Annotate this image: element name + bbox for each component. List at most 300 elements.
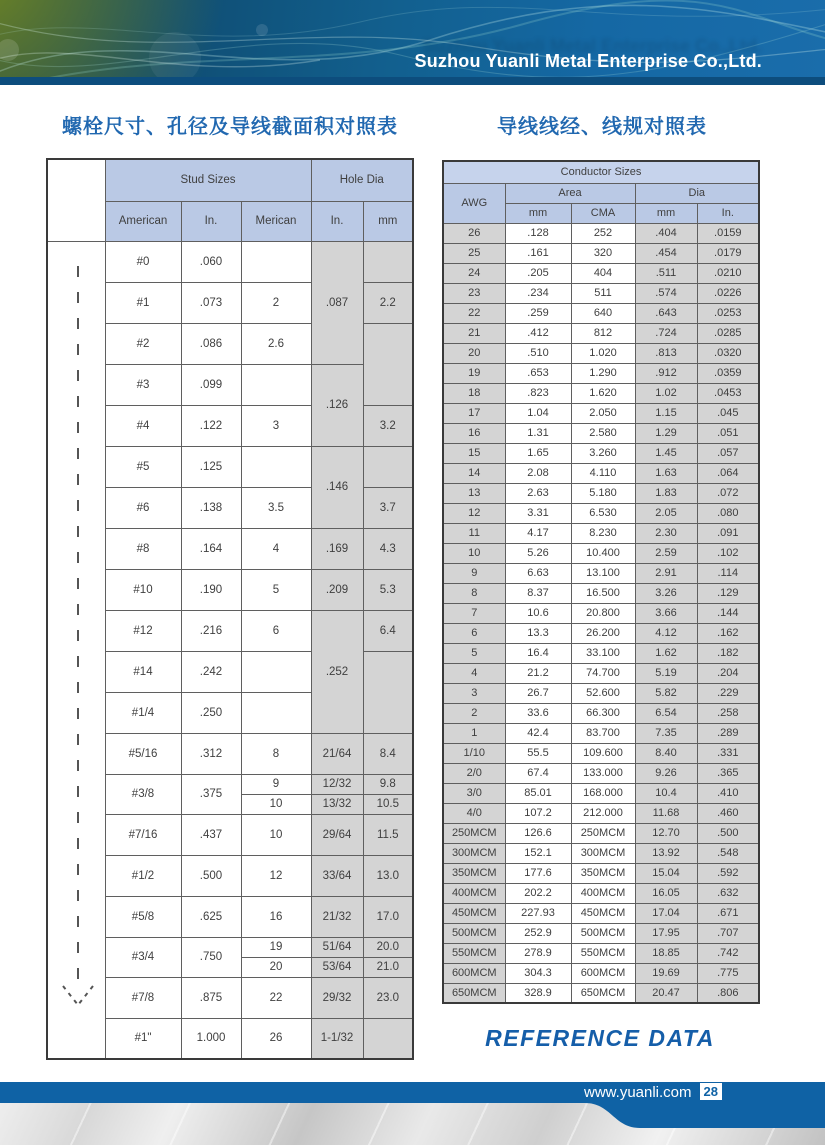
table-cell: 8 bbox=[241, 733, 311, 774]
table-cell: 11 bbox=[443, 523, 505, 543]
column-header-merican: Merican bbox=[241, 201, 311, 241]
table-cell: 10 bbox=[241, 814, 311, 855]
table-row bbox=[443, 263, 759, 283]
table-cell: 17.04 bbox=[635, 903, 697, 923]
table-cell: 2.2 bbox=[363, 282, 413, 323]
table-cell: .912 bbox=[635, 363, 697, 383]
table-row bbox=[443, 603, 759, 623]
table-cell: 26.200 bbox=[571, 623, 635, 643]
table-cell: 400MCM bbox=[443, 883, 505, 903]
table-cell: .0285 bbox=[697, 323, 759, 343]
table-cell: 20 bbox=[443, 343, 505, 363]
table-row bbox=[443, 503, 759, 523]
table-cell: 10.6 bbox=[505, 603, 571, 623]
table-cell bbox=[363, 241, 413, 282]
table-cell: 304.3 bbox=[505, 963, 571, 983]
table-cell: .099 bbox=[181, 364, 241, 405]
stud-table-body bbox=[47, 241, 413, 1059]
table-cell: 4.17 bbox=[505, 523, 571, 543]
table-cell: 12.70 bbox=[635, 823, 697, 843]
table-cell: .146 bbox=[311, 446, 363, 528]
table-cell: 17.95 bbox=[635, 923, 697, 943]
table-cell: 1.15 bbox=[635, 403, 697, 423]
table-cell: 52.600 bbox=[571, 683, 635, 703]
table-cell: 8.40 bbox=[635, 743, 697, 763]
table-cell: 1.83 bbox=[635, 483, 697, 503]
table-cell: .064 bbox=[697, 463, 759, 483]
table-cell: 1.63 bbox=[635, 463, 697, 483]
table-cell: 126.6 bbox=[505, 823, 571, 843]
table-cell: 21 bbox=[443, 323, 505, 343]
table-cell: 26 bbox=[443, 223, 505, 243]
table-row bbox=[443, 483, 759, 503]
table-row bbox=[443, 583, 759, 603]
table-cell: .051 bbox=[697, 423, 759, 443]
table-cell: #5 bbox=[105, 446, 181, 487]
table-row bbox=[443, 383, 759, 403]
company-name-ghost: Suzhou Yuanli Metal Enterprise Co.,Ltd. bbox=[422, 36, 762, 56]
table-cell: 168.000 bbox=[571, 783, 635, 803]
column-header-awg: AWG bbox=[443, 183, 505, 223]
table-cell: 1.45 bbox=[635, 443, 697, 463]
table-cell bbox=[363, 323, 413, 405]
table-cell bbox=[241, 446, 311, 487]
table-cell: .312 bbox=[181, 733, 241, 774]
table-cell: 19 bbox=[241, 937, 311, 957]
table-cell: .161 bbox=[505, 243, 571, 263]
table-cell: 812 bbox=[571, 323, 635, 343]
table-cell: .169 bbox=[311, 528, 363, 569]
table-cell: 1.290 bbox=[571, 363, 635, 383]
table-cell: 20.47 bbox=[635, 983, 697, 1003]
table-cell: 26 bbox=[241, 1018, 311, 1059]
table-cell: .091 bbox=[697, 523, 759, 543]
table-row bbox=[443, 523, 759, 543]
stud-hole-table-wrap bbox=[46, 158, 414, 1060]
table-cell: 12 bbox=[443, 503, 505, 523]
table-cell: 83.700 bbox=[571, 723, 635, 743]
table-cell: 6.4 bbox=[363, 610, 413, 651]
table-cell: #8 bbox=[105, 528, 181, 569]
table-cell: .126 bbox=[311, 364, 363, 446]
column-header-american: American bbox=[105, 201, 181, 241]
table-cell: .072 bbox=[697, 483, 759, 503]
stud-icon-column-header bbox=[47, 159, 105, 241]
table-cell: 12/32 bbox=[311, 774, 363, 794]
table-cell: 14 bbox=[443, 463, 505, 483]
table-cell: 16.4 bbox=[505, 643, 571, 663]
table-cell: 2.63 bbox=[505, 483, 571, 503]
table-cell: 33.6 bbox=[505, 703, 571, 723]
table-cell: 227.93 bbox=[505, 903, 571, 923]
table-cell bbox=[363, 1018, 413, 1059]
table-cell: 3/0 bbox=[443, 783, 505, 803]
table-cell: 5 bbox=[241, 569, 311, 610]
table-cell: 53/64 bbox=[311, 957, 363, 977]
table-cell: .510 bbox=[505, 343, 571, 363]
table-cell: 3 bbox=[443, 683, 505, 703]
table-cell: 9 bbox=[443, 563, 505, 583]
table-cell: #5/16 bbox=[105, 733, 181, 774]
table-cell bbox=[363, 446, 413, 487]
table-cell: .128 bbox=[505, 223, 571, 243]
table-row bbox=[443, 443, 759, 463]
table-cell: 33/64 bbox=[311, 855, 363, 896]
table-cell: 107.2 bbox=[505, 803, 571, 823]
table-cell: 1.31 bbox=[505, 423, 571, 443]
table-cell: .102 bbox=[697, 543, 759, 563]
conductor-table bbox=[442, 160, 760, 1004]
table-cell: .252 bbox=[311, 610, 363, 733]
table-cell: 2.08 bbox=[505, 463, 571, 483]
table-cell bbox=[363, 651, 413, 733]
table-cell: #1" bbox=[105, 1018, 181, 1059]
column-header-hole-mm: mm bbox=[363, 201, 413, 241]
table-cell: .500 bbox=[181, 855, 241, 896]
table-cell: 3.5 bbox=[241, 487, 311, 528]
conductor-table-wrap bbox=[442, 160, 760, 1004]
table-cell: 278.9 bbox=[505, 943, 571, 963]
column-header-hole-in: In. bbox=[311, 201, 363, 241]
table-row bbox=[443, 983, 759, 1003]
table-cell: 16.05 bbox=[635, 883, 697, 903]
table-cell: #1/2 bbox=[105, 855, 181, 896]
table-cell: 5.82 bbox=[635, 683, 697, 703]
table-cell: 20.0 bbox=[363, 937, 413, 957]
table-cell: 177.6 bbox=[505, 863, 571, 883]
table-cell: 450MCM bbox=[443, 903, 505, 923]
table-row bbox=[443, 863, 759, 883]
table-cell: 13 bbox=[443, 483, 505, 503]
table-cell: 15 bbox=[443, 443, 505, 463]
left-table-title: 螺栓尺寸、孔径及导线截面积对照表 bbox=[62, 116, 398, 138]
table-cell: 3.7 bbox=[363, 487, 413, 528]
table-row bbox=[443, 363, 759, 383]
table-cell: 2.050 bbox=[571, 403, 635, 423]
table-cell: .454 bbox=[635, 243, 697, 263]
table-cell: .823 bbox=[505, 383, 571, 403]
dia-header: Dia bbox=[635, 183, 759, 203]
table-row bbox=[443, 703, 759, 723]
table-cell: 600MCM bbox=[571, 963, 635, 983]
table-cell: .073 bbox=[181, 282, 241, 323]
table-cell: .0179 bbox=[697, 243, 759, 263]
table-cell: 8.230 bbox=[571, 523, 635, 543]
table-cell: .653 bbox=[505, 363, 571, 383]
stud-hole-table bbox=[46, 158, 414, 1060]
table-row bbox=[443, 803, 759, 823]
table-cell: 3.2 bbox=[363, 405, 413, 446]
column-header-dia-mm: mm bbox=[635, 203, 697, 223]
table-cell: .813 bbox=[635, 343, 697, 363]
table-cell: .0210 bbox=[697, 263, 759, 283]
table-cell bbox=[241, 651, 311, 692]
table-cell: 1.000 bbox=[181, 1018, 241, 1059]
table-cell: 22 bbox=[443, 303, 505, 323]
company-name: Suzhou Yuanli Metal Enterprise Co.,Ltd. bbox=[414, 51, 762, 71]
table-cell: .289 bbox=[697, 723, 759, 743]
table-cell: 4.12 bbox=[635, 623, 697, 643]
table-cell: .250 bbox=[181, 692, 241, 733]
table-cell: 21.2 bbox=[505, 663, 571, 683]
footer-text bbox=[584, 1082, 722, 1103]
table-row bbox=[443, 923, 759, 943]
table-cell: 2 bbox=[443, 703, 505, 723]
table-cell: .162 bbox=[697, 623, 759, 643]
table-row bbox=[443, 283, 759, 303]
table-cell: #2 bbox=[105, 323, 181, 364]
table-cell: .259 bbox=[505, 303, 571, 323]
table-cell: 85.01 bbox=[505, 783, 571, 803]
stud-sizes-header: Stud Sizes bbox=[105, 159, 311, 201]
table-cell: .643 bbox=[635, 303, 697, 323]
table-cell: 7.35 bbox=[635, 723, 697, 743]
table-cell: .258 bbox=[697, 703, 759, 723]
table-cell: 252.9 bbox=[505, 923, 571, 943]
table-cell: .182 bbox=[697, 643, 759, 663]
table-cell: 400MCM bbox=[571, 883, 635, 903]
table-cell bbox=[241, 364, 311, 405]
table-cell: 550MCM bbox=[571, 943, 635, 963]
table-cell: 5.3 bbox=[363, 569, 413, 610]
table-cell: 1.65 bbox=[505, 443, 571, 463]
table-cell: 29/32 bbox=[311, 977, 363, 1018]
table-cell: 500MCM bbox=[571, 923, 635, 943]
stud-dimension-arrow-icon bbox=[47, 241, 105, 1059]
table-cell: 19.69 bbox=[635, 963, 697, 983]
table-cell: .0320 bbox=[697, 343, 759, 363]
table-cell: 67.4 bbox=[505, 763, 571, 783]
table-cell: .437 bbox=[181, 814, 241, 855]
column-header-cma: CMA bbox=[571, 203, 635, 223]
table-cell: #6 bbox=[105, 487, 181, 528]
table-cell: 4 bbox=[443, 663, 505, 683]
table-cell: .242 bbox=[181, 651, 241, 692]
table-cell: .129 bbox=[697, 583, 759, 603]
table-cell: .500 bbox=[697, 823, 759, 843]
table-cell: 650MCM bbox=[443, 983, 505, 1003]
table-cell: 6 bbox=[241, 610, 311, 651]
table-row bbox=[443, 663, 759, 683]
table-cell: .138 bbox=[181, 487, 241, 528]
table-cell: .0226 bbox=[697, 283, 759, 303]
table-cell: 152.1 bbox=[505, 843, 571, 863]
table-cell: 23 bbox=[443, 283, 505, 303]
column-header-in: In. bbox=[181, 201, 241, 241]
table-cell: 26.7 bbox=[505, 683, 571, 703]
table-cell: #3 bbox=[105, 364, 181, 405]
table-cell: 23.0 bbox=[363, 977, 413, 1018]
table-cell: .057 bbox=[697, 443, 759, 463]
table-cell bbox=[241, 241, 311, 282]
table-cell: .750 bbox=[181, 937, 241, 977]
table-row bbox=[443, 463, 759, 483]
table-cell: 3.260 bbox=[571, 443, 635, 463]
table-cell: #5/8 bbox=[105, 896, 181, 937]
table-cell: 350MCM bbox=[571, 863, 635, 883]
footer-url: www.yuanli.com bbox=[583, 1084, 692, 1101]
table-row bbox=[443, 343, 759, 363]
table-cell: #0 bbox=[105, 241, 181, 282]
table-cell: 29/64 bbox=[311, 814, 363, 855]
table-cell: .775 bbox=[697, 963, 759, 983]
table-cell: .0359 bbox=[697, 363, 759, 383]
table-cell: 350MCM bbox=[443, 863, 505, 883]
table-cell: 202.2 bbox=[505, 883, 571, 903]
table-cell: .625 bbox=[181, 896, 241, 937]
table-cell: .806 bbox=[697, 983, 759, 1003]
table-cell: 600MCM bbox=[443, 963, 505, 983]
table-row bbox=[443, 883, 759, 903]
table-cell: .060 bbox=[181, 241, 241, 282]
table-cell: 450MCM bbox=[571, 903, 635, 923]
table-cell: 13.0 bbox=[363, 855, 413, 896]
table-cell: 640 bbox=[571, 303, 635, 323]
table-cell: 66.300 bbox=[571, 703, 635, 723]
table-cell: 250MCM bbox=[443, 823, 505, 843]
table-cell: .412 bbox=[505, 323, 571, 343]
table-cell: 1.29 bbox=[635, 423, 697, 443]
table-cell: #1/4 bbox=[105, 692, 181, 733]
table-row bbox=[443, 843, 759, 863]
table-cell: .671 bbox=[697, 903, 759, 923]
conductor-table-body bbox=[443, 223, 759, 1003]
table-header-row bbox=[443, 183, 759, 203]
table-row bbox=[443, 323, 759, 343]
table-cell: 2.30 bbox=[635, 523, 697, 543]
table-cell: #3/8 bbox=[105, 774, 181, 814]
table-cell: .707 bbox=[697, 923, 759, 943]
column-header-area-mm: mm bbox=[505, 203, 571, 223]
table-cell: #14 bbox=[105, 651, 181, 692]
table-cell: 650MCM bbox=[571, 983, 635, 1003]
table-cell: 250MCM bbox=[571, 823, 635, 843]
table-cell: .724 bbox=[635, 323, 697, 343]
table-cell: 33.100 bbox=[571, 643, 635, 663]
table-cell: .375 bbox=[181, 774, 241, 814]
table-cell: 3.66 bbox=[635, 603, 697, 623]
table-cell: .331 bbox=[697, 743, 759, 763]
table-cell: 4 bbox=[241, 528, 311, 569]
table-cell: 10 bbox=[241, 794, 311, 814]
table-cell: 42.4 bbox=[505, 723, 571, 743]
table-cell: 16 bbox=[241, 896, 311, 937]
table-cell: 10.5 bbox=[363, 794, 413, 814]
table-cell: 13.92 bbox=[635, 843, 697, 863]
table-row bbox=[443, 543, 759, 563]
table-title-row bbox=[443, 161, 759, 183]
table-cell: .080 bbox=[697, 503, 759, 523]
table-cell: .742 bbox=[697, 943, 759, 963]
table-row bbox=[443, 683, 759, 703]
table-cell: .190 bbox=[181, 569, 241, 610]
table-cell: 16 bbox=[443, 423, 505, 443]
table-cell: 11.5 bbox=[363, 814, 413, 855]
table-cell: .216 bbox=[181, 610, 241, 651]
table-cell: 8.37 bbox=[505, 583, 571, 603]
table-cell: .410 bbox=[697, 783, 759, 803]
table-cell: #12 bbox=[105, 610, 181, 651]
table-cell: 17 bbox=[443, 403, 505, 423]
table-cell: 13/32 bbox=[311, 794, 363, 814]
table-row bbox=[443, 903, 759, 923]
reference-data-label: REFERENCE DATA bbox=[485, 1025, 715, 1051]
table-cell: 6 bbox=[443, 623, 505, 643]
table-row bbox=[443, 303, 759, 323]
table-cell: 12 bbox=[241, 855, 311, 896]
conductor-sizes-header: Conductor Sizes bbox=[443, 161, 759, 183]
table-cell: 4/0 bbox=[443, 803, 505, 823]
table-cell: 9 bbox=[241, 774, 311, 794]
table-cell: 109.600 bbox=[571, 743, 635, 763]
table-cell: .164 bbox=[181, 528, 241, 569]
table-cell: 2.91 bbox=[635, 563, 697, 583]
table-row bbox=[443, 723, 759, 743]
table-cell: 11.68 bbox=[635, 803, 697, 823]
table-cell: .144 bbox=[697, 603, 759, 623]
table-cell: 5.180 bbox=[571, 483, 635, 503]
table-cell: 1.02 bbox=[635, 383, 697, 403]
table-cell: 511 bbox=[571, 283, 635, 303]
table-cell: 1/10 bbox=[443, 743, 505, 763]
table-cell: 18.85 bbox=[635, 943, 697, 963]
table-cell: 550MCM bbox=[443, 943, 505, 963]
table-cell: 320 bbox=[571, 243, 635, 263]
table-cell: 10 bbox=[443, 543, 505, 563]
table-cell bbox=[241, 692, 311, 733]
table-cell: .087 bbox=[311, 241, 363, 364]
table-row bbox=[443, 943, 759, 963]
table-cell: 328.9 bbox=[505, 983, 571, 1003]
table-row bbox=[443, 643, 759, 663]
table-cell: 9.8 bbox=[363, 774, 413, 794]
table-cell: #7/16 bbox=[105, 814, 181, 855]
table-cell: 2.580 bbox=[571, 423, 635, 443]
page-number-badge: 28 bbox=[700, 1083, 722, 1100]
table-cell: 6.530 bbox=[571, 503, 635, 523]
table-cell: 133.000 bbox=[571, 763, 635, 783]
table-cell: 404 bbox=[571, 263, 635, 283]
table-cell: 252 bbox=[571, 223, 635, 243]
table-cell: .404 bbox=[635, 223, 697, 243]
table-cell: .205 bbox=[505, 263, 571, 283]
table-row bbox=[47, 241, 413, 282]
table-cell: 24 bbox=[443, 263, 505, 283]
table-cell: 17.0 bbox=[363, 896, 413, 937]
table-cell: 9.26 bbox=[635, 763, 697, 783]
table-cell: .122 bbox=[181, 405, 241, 446]
table-cell: #1 bbox=[105, 282, 181, 323]
table-cell: 20.800 bbox=[571, 603, 635, 623]
table-cell: 1.62 bbox=[635, 643, 697, 663]
table-cell: #3/4 bbox=[105, 937, 181, 977]
table-cell: .592 bbox=[697, 863, 759, 883]
table-cell: 6.63 bbox=[505, 563, 571, 583]
table-cell: 8.4 bbox=[363, 733, 413, 774]
area-header: Area bbox=[505, 183, 635, 203]
table-cell: .125 bbox=[181, 446, 241, 487]
table-row bbox=[443, 623, 759, 643]
table-cell: 51/64 bbox=[311, 937, 363, 957]
table-cell: 5 bbox=[443, 643, 505, 663]
table-cell: 16.500 bbox=[571, 583, 635, 603]
table-cell: 1.04 bbox=[505, 403, 571, 423]
table-cell: .234 bbox=[505, 283, 571, 303]
table-cell: .114 bbox=[697, 563, 759, 583]
table-row bbox=[443, 783, 759, 803]
table-row bbox=[443, 563, 759, 583]
table-cell: 300MCM bbox=[571, 843, 635, 863]
